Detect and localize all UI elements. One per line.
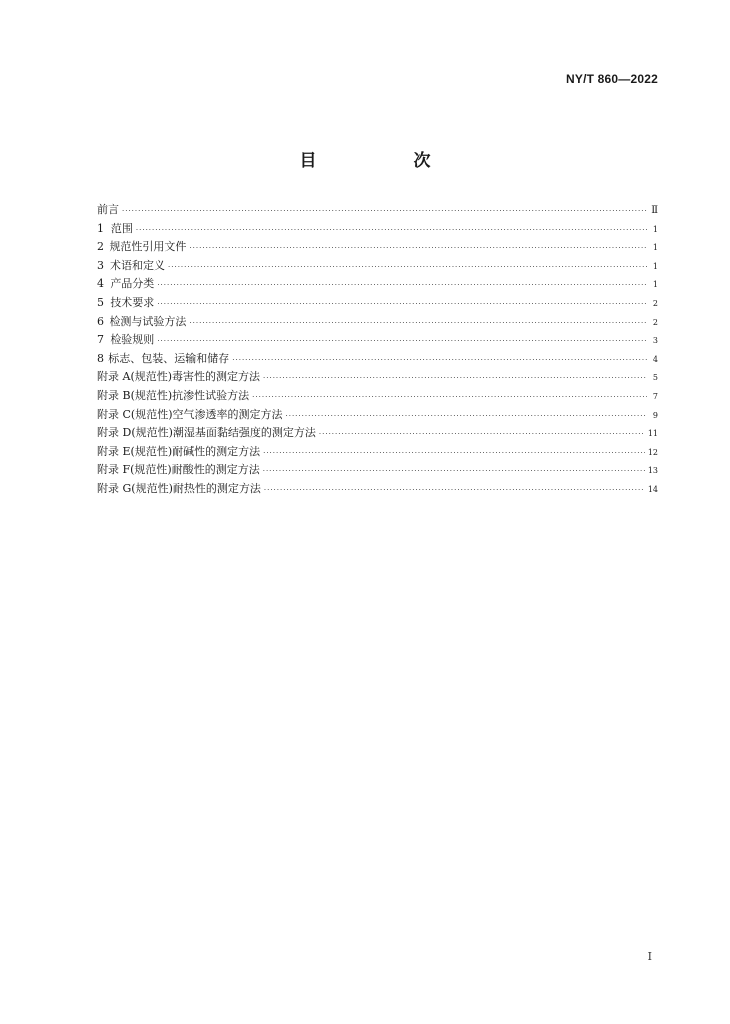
toc-entry-page: 1 <box>652 280 658 290</box>
toc-entry[interactable] <box>97 257 658 276</box>
toc-entry[interactable] <box>97 275 658 294</box>
toc-dot-leader <box>157 276 647 295</box>
toc-entry-title: 规范性引用文件 <box>109 240 187 254</box>
toc-entry[interactable] <box>97 387 658 406</box>
toc-entry-page: 12 <box>647 447 658 457</box>
toc-entry-title: 标志、包装、运输和储存 <box>108 351 230 365</box>
toc-entry-page: 1 <box>652 243 658 253</box>
toc-entry[interactable] <box>97 201 658 220</box>
toc-entry-page: 13 <box>647 466 658 476</box>
toc-entry[interactable] <box>97 424 658 443</box>
toc-entry-number: 1 <box>97 221 104 235</box>
toc-entry-page: 7 <box>652 391 658 401</box>
toc-dot-leader <box>122 202 647 221</box>
toc-entry[interactable] <box>97 350 658 369</box>
toc-entry-number: 附录 C(规范性) <box>97 407 173 421</box>
toc-dot-leader <box>263 444 645 463</box>
toc-dot-leader <box>263 462 645 481</box>
toc-entry-number: 附录 E(规范性) <box>97 444 173 458</box>
toc-entry-number: 附录 A(规范性) <box>97 370 173 384</box>
toc-entry-title: 耐碱性的测定方法 <box>172 444 261 458</box>
toc-entry[interactable] <box>97 313 658 332</box>
toc-dot-leader <box>319 425 645 444</box>
toc-entry-page: Ⅱ <box>651 205 658 216</box>
toc-entry-number: 2 <box>97 240 104 254</box>
toc-dot-leader <box>189 314 647 333</box>
toc-entry-number: 附录 B(规范性) <box>97 388 173 402</box>
toc-entry-title: 耐酸性的测定方法 <box>171 463 260 477</box>
toc-entry[interactable] <box>97 220 658 239</box>
toc-entry-number: 附录 D(规范性) <box>97 426 173 440</box>
toc-dot-leader <box>136 221 647 240</box>
toc-entry-title: 检验规则 <box>110 333 155 347</box>
toc-entry[interactable] <box>97 368 658 387</box>
toc-entry-title: 耐热性的测定方法 <box>172 481 261 495</box>
toc-entry-page: 4 <box>652 354 658 364</box>
toc-entry-page: 11 <box>647 429 658 439</box>
toc-dot-leader <box>168 258 647 277</box>
toc-dot-leader <box>264 481 645 500</box>
toc-dot-leader <box>189 239 647 258</box>
toc-dot-leader <box>157 332 647 351</box>
toc-entry[interactable] <box>97 294 658 313</box>
toc-entry-title: 潮湿基面黏结强度的测定方法 <box>172 426 316 440</box>
toc-dot-leader <box>232 351 647 370</box>
toc-entry-number: 6 <box>97 314 104 328</box>
page-number: Ⅰ <box>647 950 652 963</box>
toc-dot-leader <box>252 388 647 407</box>
toc-entry[interactable] <box>97 406 658 425</box>
toc-entry[interactable] <box>97 331 658 350</box>
toc-entry-number: 附录 F(规范性) <box>97 463 172 477</box>
toc-entry-number: 8 <box>97 351 104 365</box>
table-of-contents <box>97 201 658 499</box>
toc-entry-number: 3 <box>97 258 104 272</box>
toc-entry-page: 1 <box>652 261 658 271</box>
toc-entry-title: 抗渗性试验方法 <box>172 388 250 402</box>
toc-entry-number: 4 <box>97 277 104 291</box>
toc-dot-leader <box>286 407 648 426</box>
toc-entry[interactable] <box>97 238 658 257</box>
toc-entry-number: 5 <box>97 295 104 309</box>
toc-entry-title: 检测与试验方法 <box>109 314 187 328</box>
toc-entry-title: 产品分类 <box>110 277 155 291</box>
page-title: 目 次 <box>299 151 471 171</box>
toc-entry-title: 毒害性的测定方法 <box>172 370 261 384</box>
toc-entry-number: 附录 G(规范性) <box>97 481 173 495</box>
toc-entry-title: 前言 <box>97 203 119 216</box>
toc-entry-page: 2 <box>652 317 658 327</box>
toc-dot-leader <box>157 295 647 314</box>
toc-entry-title: 技术要求 <box>110 295 155 309</box>
toc-entry[interactable] <box>97 480 658 499</box>
toc-entry-title: 范围 <box>110 221 133 235</box>
toc-entry-title: 术语和定义 <box>110 258 166 272</box>
toc-entry-page: 9 <box>652 410 658 420</box>
standard-number: NY/T 860—2022 <box>566 72 658 86</box>
toc-entry-page: 14 <box>647 484 658 494</box>
toc-entry-page: 5 <box>652 373 658 383</box>
toc-entry[interactable] <box>97 461 658 480</box>
toc-entry-number: 7 <box>97 333 104 347</box>
toc-entry[interactable] <box>97 443 658 462</box>
toc-entry-page: 1 <box>652 224 658 234</box>
toc-dot-leader <box>263 369 647 388</box>
toc-entry-title: 空气渗透率的测定方法 <box>172 407 283 421</box>
toc-entry-page: 3 <box>652 336 658 346</box>
toc-entry-page: 2 <box>652 298 658 308</box>
